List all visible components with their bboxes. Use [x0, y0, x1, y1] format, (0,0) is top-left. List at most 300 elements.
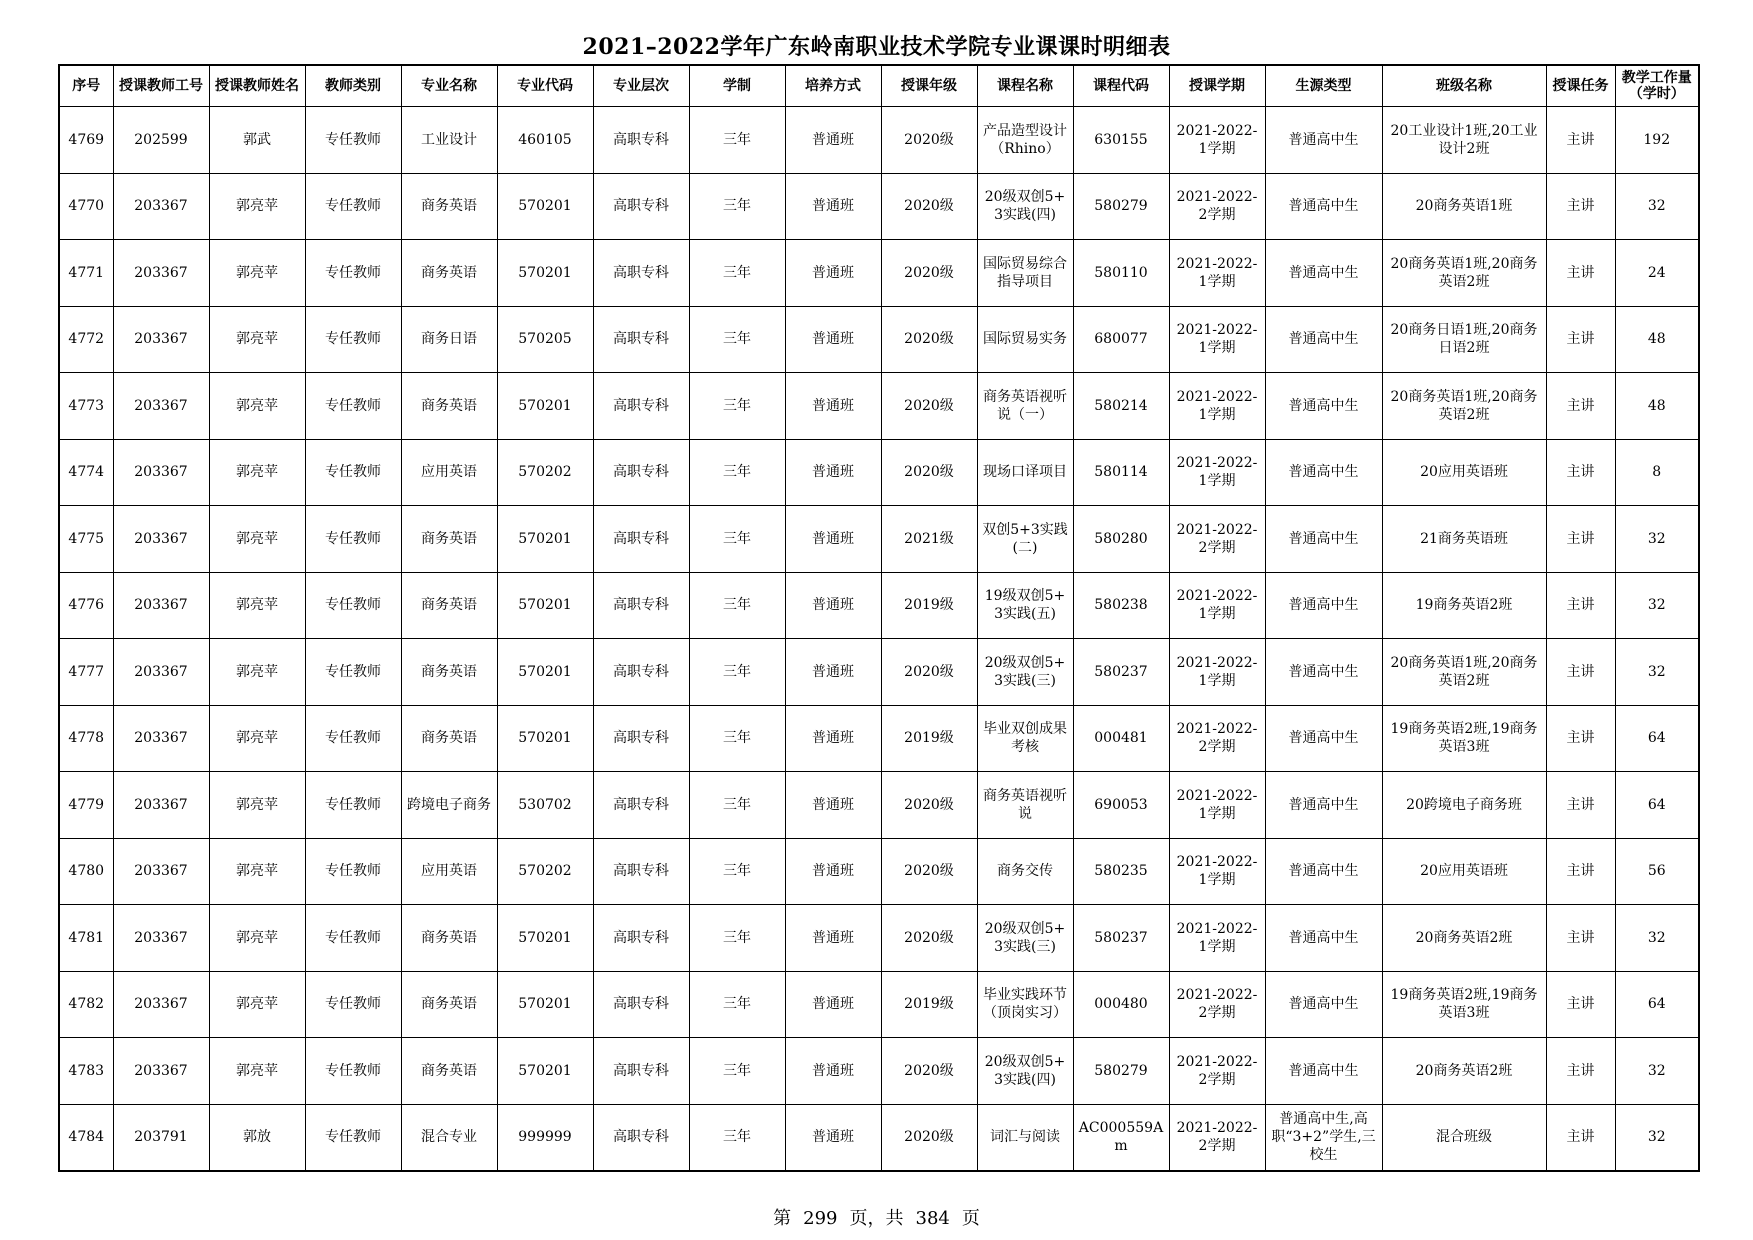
table-cell: 2021-2022-1学期	[1169, 772, 1265, 839]
table-cell: 580110	[1073, 240, 1169, 307]
table-cell: 32	[1615, 173, 1699, 240]
column-header: 学制	[689, 65, 785, 107]
table-row	[59, 639, 1699, 706]
table-cell: 主讲	[1546, 373, 1615, 440]
table-cell: 203367	[113, 240, 209, 307]
table-cell: 2019级	[881, 971, 977, 1038]
table-row	[59, 107, 1699, 174]
table-cell: 郭亮苹	[209, 306, 305, 373]
table-cell: 主讲	[1546, 506, 1615, 573]
table-cell: 商务英语视听说	[977, 772, 1073, 839]
table-cell: 三年	[689, 107, 785, 174]
table-cell: 20工业设计1班,20工业设计2班	[1382, 107, 1546, 174]
table-cell: 570201	[497, 173, 593, 240]
table-cell: 高职专科	[593, 639, 689, 706]
table-cell: 4772	[59, 306, 113, 373]
table-cell: 20级双创5+3实践(四)	[977, 173, 1073, 240]
column-header: 生源类型	[1265, 65, 1382, 107]
table-cell: 2020级	[881, 240, 977, 307]
table-cell: 普通班	[785, 838, 881, 905]
table-cell: 三年	[689, 572, 785, 639]
table-cell: 24	[1615, 240, 1699, 307]
table-cell: 2021-2022-1学期	[1169, 838, 1265, 905]
table-cell: 郭武	[209, 107, 305, 174]
table-cell: 2021-2022-2学期	[1169, 173, 1265, 240]
table-cell: 4781	[59, 905, 113, 972]
table-cell: 2021-2022-2学期	[1169, 1038, 1265, 1105]
table-cell: 郭亮苹	[209, 506, 305, 573]
table-cell: 普通高中生	[1265, 971, 1382, 1038]
table-cell: 530702	[497, 772, 593, 839]
table-cell: 普通班	[785, 905, 881, 972]
table-row	[59, 971, 1699, 1038]
table-cell: 48	[1615, 373, 1699, 440]
table-cell: 主讲	[1546, 1038, 1615, 1105]
table-cell: 4784	[59, 1104, 113, 1171]
table-cell: 690053	[1073, 772, 1169, 839]
table-cell: 郭亮苹	[209, 1038, 305, 1105]
table-cell: 20级双创5+3实践(三)	[977, 639, 1073, 706]
table-cell: 普通班	[785, 240, 881, 307]
table-cell: 2021级	[881, 506, 977, 573]
table-cell: 203367	[113, 905, 209, 972]
table-cell: 高职专科	[593, 971, 689, 1038]
table-cell: 普通班	[785, 639, 881, 706]
table-cell: 三年	[689, 905, 785, 972]
table-cell: 20商务英语2班	[1382, 1038, 1546, 1105]
table-cell: 580279	[1073, 1038, 1169, 1105]
table-cell: 32	[1615, 1038, 1699, 1105]
table-cell: 2021-2022-1学期	[1169, 572, 1265, 639]
table-cell: 专任教师	[305, 772, 401, 839]
table-cell: 普通班	[785, 1038, 881, 1105]
table-cell: 主讲	[1546, 639, 1615, 706]
table-header-row	[59, 65, 1699, 107]
table-cell: 普通高中生	[1265, 1038, 1382, 1105]
column-header: 教师类别	[305, 65, 401, 107]
table-cell: 主讲	[1546, 705, 1615, 772]
table-cell: 2021-2022-2学期	[1169, 506, 1265, 573]
table-cell: 20级双创5+3实践(四)	[977, 1038, 1073, 1105]
footer-suffix: 页	[961, 1208, 980, 1229]
table-cell: 570201	[497, 373, 593, 440]
table-cell: 专任教师	[305, 373, 401, 440]
table-cell: 203367	[113, 772, 209, 839]
table-cell: 专任教师	[305, 572, 401, 639]
table-row	[59, 905, 1699, 972]
table-cell: 商务英语	[401, 173, 497, 240]
table-cell: 192	[1615, 107, 1699, 174]
footer-prefix: 第	[773, 1208, 792, 1229]
table-cell: 56	[1615, 838, 1699, 905]
table-cell: 普通高中生	[1265, 905, 1382, 972]
table-cell: 203367	[113, 838, 209, 905]
table-cell: 570202	[497, 838, 593, 905]
table-cell: 4777	[59, 639, 113, 706]
table-cell: 203367	[113, 306, 209, 373]
table-cell: 48	[1615, 306, 1699, 373]
table-cell: 郭亮苹	[209, 373, 305, 440]
table-cell: 普通班	[785, 173, 881, 240]
table-cell: 普通班	[785, 506, 881, 573]
table-cell: 主讲	[1546, 173, 1615, 240]
table-cell: 产品造型设计（Rhino）	[977, 107, 1073, 174]
table-cell: 32	[1615, 506, 1699, 573]
table-cell: 2019级	[881, 572, 977, 639]
table-row	[59, 439, 1699, 506]
table-cell: 高职专科	[593, 306, 689, 373]
table-cell: 普通高中生	[1265, 772, 1382, 839]
table-cell: 2020级	[881, 373, 977, 440]
table-cell: 混合专业	[401, 1104, 497, 1171]
table-cell: 主讲	[1546, 905, 1615, 972]
column-header: 专业层次	[593, 65, 689, 107]
table-cell: 64	[1615, 971, 1699, 1038]
table-cell: 21商务英语班	[1382, 506, 1546, 573]
table-cell: 专任教师	[305, 971, 401, 1038]
table-cell: 4769	[59, 107, 113, 174]
column-header: 专业代码	[497, 65, 593, 107]
table-cell: 双创5+3实践(二)	[977, 506, 1073, 573]
table-cell: 郭亮苹	[209, 971, 305, 1038]
table-cell: 2021-2022-1学期	[1169, 905, 1265, 972]
table-cell: 2021-2022-2学期	[1169, 1104, 1265, 1171]
table-cell: 4770	[59, 173, 113, 240]
table-cell: 高职专科	[593, 107, 689, 174]
table-cell: 普通高中生	[1265, 306, 1382, 373]
table-cell: 2021-2022-2学期	[1169, 705, 1265, 772]
table-cell: 203367	[113, 173, 209, 240]
table-cell: 三年	[689, 306, 785, 373]
table-cell: 203367	[113, 506, 209, 573]
table-cell: 普通班	[785, 306, 881, 373]
table-cell: 580237	[1073, 905, 1169, 972]
table-cell: 普通高中生	[1265, 572, 1382, 639]
table-cell: 高职专科	[593, 240, 689, 307]
table-cell: 570202	[497, 439, 593, 506]
table-cell: 郭亮苹	[209, 173, 305, 240]
table-cell: 570201	[497, 705, 593, 772]
table-cell: 2021-2022-2学期	[1169, 971, 1265, 1038]
total-pages-number: 384	[915, 1208, 950, 1229]
table-cell: 000480	[1073, 971, 1169, 1038]
table-cell: 20跨境电子商务班	[1382, 772, 1546, 839]
table-row	[59, 506, 1699, 573]
table-cell: 580279	[1073, 173, 1169, 240]
table-cell: 商务英语	[401, 971, 497, 1038]
table-cell: 专任教师	[305, 240, 401, 307]
table-cell: 19商务英语2班	[1382, 572, 1546, 639]
course-hours-table	[58, 64, 1700, 1172]
table-cell: 203367	[113, 572, 209, 639]
column-header: 授课教师工号	[113, 65, 209, 107]
column-header: 教学工作量（学时）	[1615, 65, 1699, 107]
table-cell: 999999	[497, 1104, 593, 1171]
table-cell: 4776	[59, 572, 113, 639]
table-cell: 203367	[113, 1038, 209, 1105]
table-cell: 64	[1615, 772, 1699, 839]
table-cell: 主讲	[1546, 772, 1615, 839]
table-cell: 高职专科	[593, 1104, 689, 1171]
table-cell: 2021-2022-1学期	[1169, 639, 1265, 706]
table-cell: 4783	[59, 1038, 113, 1105]
table-cell: 20商务英语1班,20商务英语2班	[1382, 240, 1546, 307]
table-cell: 毕业双创成果考核	[977, 705, 1073, 772]
table-cell: 普通高中生	[1265, 506, 1382, 573]
table-cell: 680077	[1073, 306, 1169, 373]
column-header: 授课任务	[1546, 65, 1615, 107]
table-cell: 三年	[689, 705, 785, 772]
table-row	[59, 772, 1699, 839]
table-cell: 580280	[1073, 506, 1169, 573]
table-cell: 2021-2022-1学期	[1169, 306, 1265, 373]
table-cell: 普通班	[785, 107, 881, 174]
table-cell: 专任教师	[305, 905, 401, 972]
table-cell: 20商务英语2班	[1382, 905, 1546, 972]
table-cell: 商务英语	[401, 506, 497, 573]
table-cell: 主讲	[1546, 306, 1615, 373]
table-cell: 普通高中生	[1265, 639, 1382, 706]
column-header: 培养方式	[785, 65, 881, 107]
table-cell: 203367	[113, 439, 209, 506]
table-cell: 主讲	[1546, 107, 1615, 174]
table-cell: 570205	[497, 306, 593, 373]
table-cell: 普通高中生	[1265, 173, 1382, 240]
table-cell: 词汇与阅读	[977, 1104, 1073, 1171]
table-cell: 混合班级	[1382, 1104, 1546, 1171]
table-cell: 普通班	[785, 439, 881, 506]
table-cell: 应用英语	[401, 838, 497, 905]
table-cell: 2020级	[881, 905, 977, 972]
table-cell: 20商务英语1班	[1382, 173, 1546, 240]
table-cell: 2021-2022-1学期	[1169, 373, 1265, 440]
table-row	[59, 572, 1699, 639]
table-cell: 专任教师	[305, 705, 401, 772]
table-cell: 商务英语	[401, 905, 497, 972]
table-cell: 8	[1615, 439, 1699, 506]
table-cell: 4778	[59, 705, 113, 772]
table-cell: 普通班	[785, 772, 881, 839]
table-cell: 2020级	[881, 439, 977, 506]
table-cell: 商务英语	[401, 572, 497, 639]
table-cell: 现场口译项目	[977, 439, 1073, 506]
table-cell: AC000559Am	[1073, 1104, 1169, 1171]
table-cell: 普通高中生	[1265, 373, 1382, 440]
table-cell: 570201	[497, 506, 593, 573]
table-cell: 郭亮苹	[209, 705, 305, 772]
table-cell: 高职专科	[593, 772, 689, 839]
table-cell: 高职专科	[593, 838, 689, 905]
table-cell: 32	[1615, 639, 1699, 706]
column-header: 授课年级	[881, 65, 977, 107]
table-cell: 4780	[59, 838, 113, 905]
table-cell: 203791	[113, 1104, 209, 1171]
table-cell: 2020级	[881, 173, 977, 240]
column-header: 授课教师姓名	[209, 65, 305, 107]
table-cell: 专任教师	[305, 173, 401, 240]
table-cell: 国际贸易综合指导项目	[977, 240, 1073, 307]
table-cell: 19商务英语2班,19商务英语3班	[1382, 971, 1546, 1038]
table-cell: 2020级	[881, 1038, 977, 1105]
table-row	[59, 306, 1699, 373]
table-cell: 570201	[497, 971, 593, 1038]
table-cell: 570201	[497, 572, 593, 639]
table-cell: 主讲	[1546, 439, 1615, 506]
table-cell: 4775	[59, 506, 113, 573]
table-cell: 三年	[689, 506, 785, 573]
column-header: 课程代码	[1073, 65, 1169, 107]
table-cell: 570201	[497, 639, 593, 706]
table-cell: 商务英语	[401, 705, 497, 772]
column-header: 序号	[59, 65, 113, 107]
table-cell: 商务日语	[401, 306, 497, 373]
table-cell: 三年	[689, 373, 785, 440]
table-cell: 郭亮苹	[209, 905, 305, 972]
current-page-number: 299	[803, 1208, 838, 1229]
table-cell: 商务交传	[977, 838, 1073, 905]
table-cell: 2021-2022-1学期	[1169, 240, 1265, 307]
page-title: 2021–2022学年广东岭南职业技术学院专业课课时明细表	[582, 34, 1171, 60]
page-footer	[0, 1204, 1753, 1230]
table-cell: 570201	[497, 1038, 593, 1105]
table-cell: 20商务英语1班,20商务英语2班	[1382, 373, 1546, 440]
table-cell: 专任教师	[305, 439, 401, 506]
table-cell: 三年	[689, 971, 785, 1038]
column-header: 专业名称	[401, 65, 497, 107]
table-cell: 应用英语	[401, 439, 497, 506]
table-cell: 三年	[689, 639, 785, 706]
table-cell: 4779	[59, 772, 113, 839]
table-cell: 专任教师	[305, 1038, 401, 1105]
table-cell: 2021-2022-1学期	[1169, 439, 1265, 506]
table-cell: 商务英语	[401, 639, 497, 706]
table-cell: 570201	[497, 240, 593, 307]
table-cell: 570201	[497, 905, 593, 972]
table-cell: 203367	[113, 705, 209, 772]
table-cell: 普通班	[785, 1104, 881, 1171]
table-cell: 普通高中生	[1265, 838, 1382, 905]
table-cell: 专任教师	[305, 306, 401, 373]
table-cell: 580237	[1073, 639, 1169, 706]
table-cell: 三年	[689, 838, 785, 905]
table-cell: 20级双创5+3实践(三)	[977, 905, 1073, 972]
column-header: 课程名称	[977, 65, 1073, 107]
table-cell: 203367	[113, 639, 209, 706]
table-cell: 2019级	[881, 705, 977, 772]
table-cell: 普通高中生	[1265, 439, 1382, 506]
table-cell: 4773	[59, 373, 113, 440]
column-header: 授课学期	[1169, 65, 1265, 107]
table-cell: 普通班	[785, 971, 881, 1038]
table-row	[59, 240, 1699, 307]
table-cell: 专任教师	[305, 838, 401, 905]
table-row	[59, 373, 1699, 440]
table-cell: 专任教师	[305, 1104, 401, 1171]
table-cell: 普通班	[785, 705, 881, 772]
table-cell: 2020级	[881, 838, 977, 905]
table-cell: 32	[1615, 905, 1699, 972]
table-cell: 专任教师	[305, 639, 401, 706]
table-cell: 郭亮苹	[209, 240, 305, 307]
table-cell: 商务英语视听说（一）	[977, 373, 1073, 440]
table-cell: 20应用英语班	[1382, 838, 1546, 905]
table-cell: 专任教师	[305, 506, 401, 573]
table-row	[59, 838, 1699, 905]
table-cell: 郭亮苹	[209, 439, 305, 506]
table-cell: 4771	[59, 240, 113, 307]
table-cell: 普通高中生	[1265, 705, 1382, 772]
table-cell: 2020级	[881, 772, 977, 839]
table-row	[59, 705, 1699, 772]
table-cell: 202599	[113, 107, 209, 174]
table-cell: 三年	[689, 1104, 785, 1171]
table-cell: 580238	[1073, 572, 1169, 639]
table-cell: 630155	[1073, 107, 1169, 174]
table-cell: 工业设计	[401, 107, 497, 174]
table-cell: 商务英语	[401, 240, 497, 307]
table-cell: 580235	[1073, 838, 1169, 905]
table-cell: 2020级	[881, 1104, 977, 1171]
table-cell: 203367	[113, 373, 209, 440]
table-cell: 毕业实践环节（顶岗实习）	[977, 971, 1073, 1038]
table-row	[59, 173, 1699, 240]
table-cell: 高职专科	[593, 572, 689, 639]
table-cell: 32	[1615, 1104, 1699, 1171]
table-cell: 580214	[1073, 373, 1169, 440]
table-cell: 主讲	[1546, 1104, 1615, 1171]
table-cell: 4782	[59, 971, 113, 1038]
table-cell: 郭亮苹	[209, 772, 305, 839]
table-cell: 32	[1615, 572, 1699, 639]
table-cell: 460105	[497, 107, 593, 174]
table-row	[59, 1038, 1699, 1105]
table-cell: 主讲	[1546, 971, 1615, 1038]
table-cell: 2020级	[881, 107, 977, 174]
table-cell: 普通班	[785, 572, 881, 639]
table-cell: 商务英语	[401, 373, 497, 440]
footer-middle: 页，共	[849, 1208, 904, 1229]
table-cell: 000481	[1073, 705, 1169, 772]
table-cell: 三年	[689, 1038, 785, 1105]
table-cell: 高职专科	[593, 439, 689, 506]
table-cell: 主讲	[1546, 240, 1615, 307]
table-cell: 2021-2022-1学期	[1169, 107, 1265, 174]
table-cell: 普通高中生	[1265, 240, 1382, 307]
table-cell: 三年	[689, 240, 785, 307]
table-cell: 2020级	[881, 306, 977, 373]
table-row	[59, 1104, 1699, 1171]
table-cell: 20商务日语1班,20商务日语2班	[1382, 306, 1546, 373]
table-cell: 高职专科	[593, 506, 689, 573]
table-cell: 203367	[113, 971, 209, 1038]
table-cell: 20应用英语班	[1382, 439, 1546, 506]
table-cell: 高职专科	[593, 373, 689, 440]
table-cell: 2020级	[881, 639, 977, 706]
table-cell: 普通高中生	[1265, 107, 1382, 174]
table-cell: 19商务英语2班,19商务英语3班	[1382, 705, 1546, 772]
table-cell: 580114	[1073, 439, 1169, 506]
table-cell: 普通高中生,高职“3+2”学生,三校生	[1265, 1104, 1382, 1171]
column-header: 班级名称	[1382, 65, 1546, 107]
table-cell: 主讲	[1546, 572, 1615, 639]
table-cell: 跨境电子商务	[401, 772, 497, 839]
table-cell: 郭亮苹	[209, 572, 305, 639]
table-cell: 20商务英语1班,20商务英语2班	[1382, 639, 1546, 706]
table-cell: 郭放	[209, 1104, 305, 1171]
table-cell: 国际贸易实务	[977, 306, 1073, 373]
table-cell: 商务英语	[401, 1038, 497, 1105]
table-cell: 专任教师	[305, 107, 401, 174]
